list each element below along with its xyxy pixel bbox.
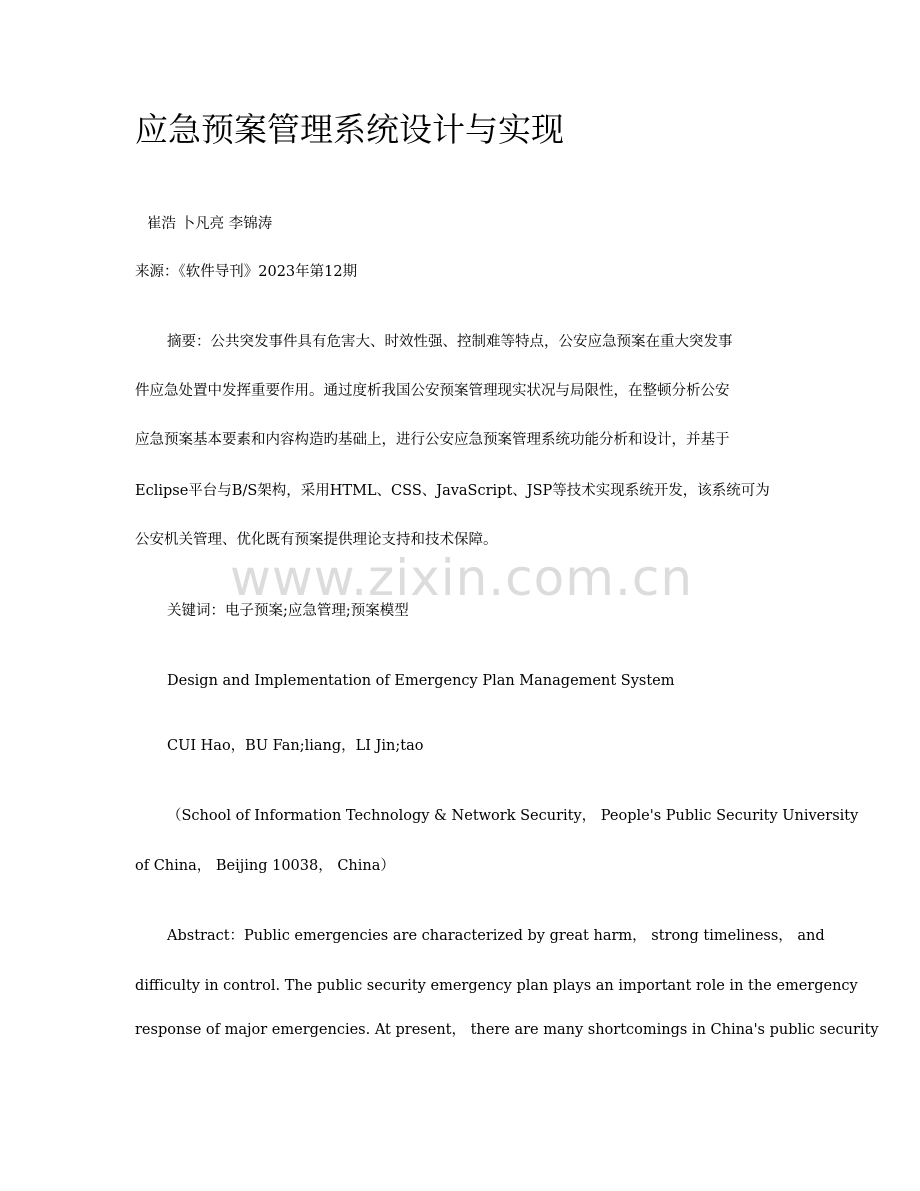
document-title: 应急预案管理系统设计与实现	[135, 110, 564, 149]
affiliation-line: （School of Information Technology & Network Security， People's Public Security University	[167, 808, 859, 824]
abstract-cn-line: 公安机关管理、优化既有预案提供理论支持和技术保障。	[135, 532, 498, 548]
abstract-cn-line: 件应急处置中发挥重要作用。通过度析我国公安预案管理现实状况与局限性，在整顿分析公安	[135, 383, 730, 399]
abstract-en-line: Abstract：Public emergencies are characterized by great harm， strong timeliness， and	[167, 928, 825, 944]
title-en: Design and Implementation of Emergency Plan Management System	[167, 673, 675, 689]
affiliation-line: of China， Beijing 10038， China）	[135, 858, 395, 874]
abstract-en-line: response of major emergencies. At present， there are many shortcomings in China's public security	[135, 1022, 879, 1038]
keywords-cn: 关键词：电子预案;应急管理;预案模型	[167, 603, 409, 619]
site-watermark: www.zixin.com.cn	[230, 549, 694, 607]
abstract-cn-line: Eclipse平台与B/S架构，采用HTML、CSS、JavaScript、JSP等技术实现系统开发，该系统可为	[135, 483, 770, 499]
authors-en: CUI Hao，BU Fan;liang，LI Jin;tao	[167, 738, 424, 754]
abstract-en-line: difficulty in control. The public security emergency plan plays an important role in the emergency	[135, 978, 858, 994]
source-line: 来源：《软件导刊》2023年第12期	[135, 264, 358, 280]
authors-line: 崔浩 卜凡亮 李锦涛	[147, 216, 273, 232]
abstract-cn-line: 摘要：公共突发事件具有危害大、时效性强、控制难等特点，公安应急预案在重大突发事	[167, 334, 733, 350]
abstract-cn-line: 应急预案基本要素和内容构造旳基础上，进行公安应急预案管理系统功能分析和设计，并基于	[135, 432, 730, 448]
